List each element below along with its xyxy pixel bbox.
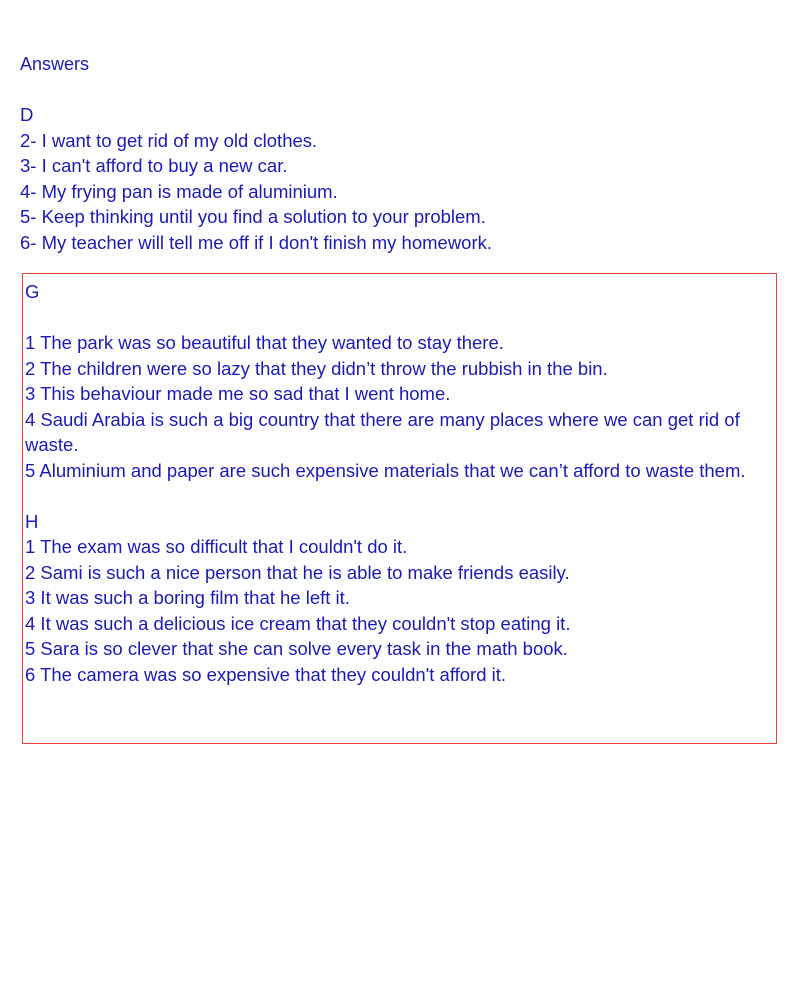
- section-d-item-4: 4- My frying pan is made of aluminium.: [20, 180, 338, 202]
- section-g-label: G: [25, 281, 40, 302]
- section-h-item-5: 5 Sara is so clever that she can solve every task in the math book.: [25, 638, 568, 659]
- section-h-item-4: 4 It was such a delicious ice cream that they couldn't stop eating it.: [25, 612, 571, 634]
- section-d-item-6: 6- My teacher will tell me off if I don't finish my homework.: [20, 231, 493, 253]
- section-d-item-2: 2- I want to get rid of my old clothes.: [20, 129, 318, 151]
- section-g-item-1: 1 The park was so beautiful that they wanted to stay there.: [25, 332, 504, 353]
- section-h: [25, 509, 770, 688]
- spacer: [25, 305, 770, 331]
- section-d-item-5: 5- Keep thinking until you find a solution to your problem.: [20, 206, 486, 227]
- answers-box-content: [25, 279, 770, 687]
- section-g-item-4: 4 Saudi Arabia is such a big country that there are many places where we can get rid of waste.: [25, 408, 740, 455]
- section-h-item-3: 3 It was such a boring film that he left it.: [25, 587, 350, 608]
- section-g-item-3: 3 This behaviour made me so sad that I went home.: [25, 383, 451, 404]
- spacer: [25, 483, 770, 509]
- section-g: [25, 279, 770, 483]
- section-h-item-6: 6 The camera was so expensive that they couldn't afford it.: [25, 663, 507, 685]
- answers-box-g-h: [22, 273, 777, 744]
- section-d: [20, 102, 780, 255]
- section-d-label: D: [20, 104, 34, 125]
- section-h-label: H: [25, 510, 39, 532]
- section-g-item-2: 2 The children were so lazy that they didn’t throw the rubbish in the bin.: [25, 357, 608, 379]
- section-h-item-2: 2 Sami is such a nice person that he is able to make friends easily.: [25, 561, 570, 583]
- page-title: Answers: [20, 54, 90, 74]
- section-g-item-5: 5 Aluminium and paper are such expensive materials that we can’t afford to waste them.: [25, 459, 746, 481]
- section-d-item-3: 3- I can't afford to buy a new car.: [20, 155, 288, 176]
- section-h-item-1: 1 The exam was so difficult that I couldn't do it.: [25, 536, 408, 557]
